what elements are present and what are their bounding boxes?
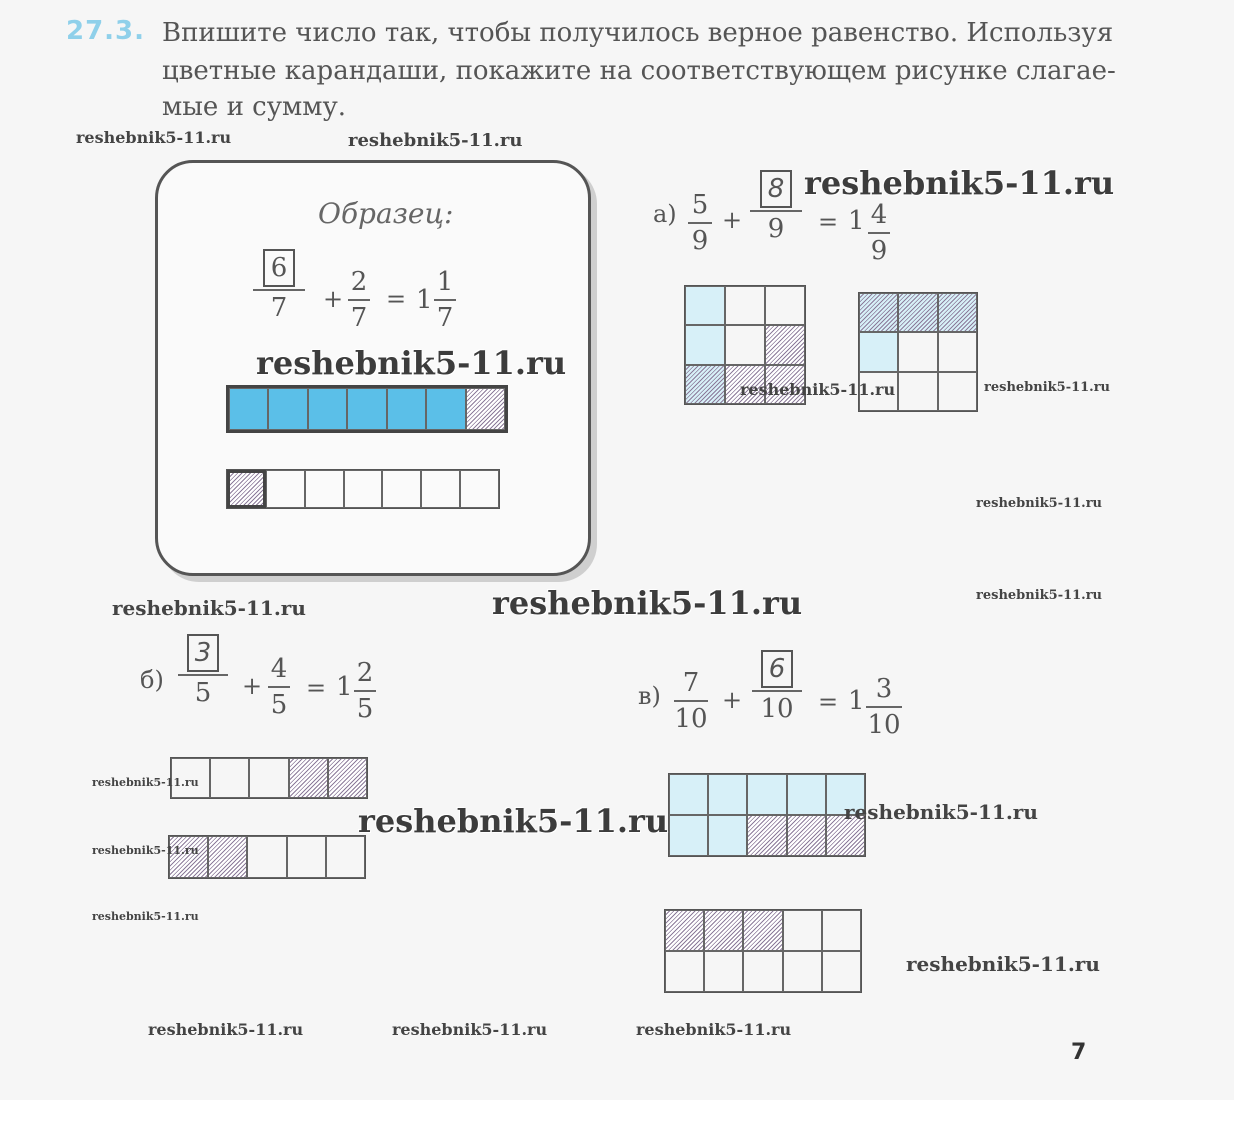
task-a-answer: 8 bbox=[760, 170, 793, 208]
watermark: reshebnik5-11.ru bbox=[984, 380, 1111, 395]
exercise-text-line-3: мые и сумму. bbox=[162, 92, 347, 122]
watermark: reshebnik5-11.ru bbox=[392, 1020, 548, 1039]
task-c-fraction-c: 3 10 bbox=[867, 674, 901, 740]
exercise-text-line-2: цветные карандаши, покажите на соответствующем рисунке слагае- bbox=[162, 56, 1116, 86]
task-c-grid-2 bbox=[664, 909, 862, 993]
sample-equals: = bbox=[386, 285, 407, 313]
task-c-fraction-b: 6 10 bbox=[752, 650, 802, 724]
task-b-answer: 3 bbox=[187, 634, 220, 672]
watermark: reshebnik5-11.ru bbox=[148, 1020, 304, 1039]
watermark: reshebnik5-11.ru bbox=[636, 1020, 792, 1039]
watermark: reshebnik5-11.ru bbox=[844, 800, 1038, 824]
task-c-answer: 6 bbox=[761, 650, 794, 688]
task-a-label: а) bbox=[653, 200, 677, 228]
sample-fraction-a: 6 7 bbox=[253, 249, 305, 323]
sample-title: Образец: bbox=[318, 197, 454, 230]
task-b-fraction-a: 3 5 bbox=[178, 634, 228, 708]
task-a-plus: + bbox=[722, 206, 743, 234]
task-c-whole: 1 bbox=[848, 686, 865, 716]
sample-bar-2 bbox=[226, 469, 500, 509]
task-c-fraction-a: 7 10 bbox=[674, 668, 708, 734]
watermark: reshebnik5-11.ru bbox=[112, 596, 306, 620]
watermark: reshebnik5-11.ru bbox=[348, 130, 523, 151]
task-b-equals: = bbox=[306, 674, 327, 702]
watermark: reshebnik5-11.ru bbox=[906, 952, 1100, 976]
watermark: reshebnik5-11.ru bbox=[804, 164, 1115, 202]
task-b-whole: 1 bbox=[336, 672, 353, 702]
task-c-equals: = bbox=[818, 688, 839, 716]
task-a-fraction-a: 5 9 bbox=[688, 190, 712, 256]
watermark: reshebnik5-11.ru bbox=[976, 588, 1103, 603]
task-c-plus: + bbox=[722, 686, 743, 714]
task-b-bar-2 bbox=[168, 835, 366, 879]
task-b-fraction-c: 2 5 bbox=[354, 658, 376, 724]
bottom-margin bbox=[0, 1100, 1234, 1132]
task-c-label: в) bbox=[638, 682, 661, 710]
task-a-equals: = bbox=[818, 208, 839, 236]
sample-fraction-c: 1 7 bbox=[434, 267, 456, 333]
task-b-label: б) bbox=[140, 666, 164, 694]
task-a-fraction-b: 8 9 bbox=[750, 170, 802, 244]
watermark: reshebnik5-11.ru bbox=[492, 584, 803, 622]
watermark: reshebnik5-11.ru bbox=[740, 380, 896, 399]
sample-bar-1 bbox=[226, 385, 508, 433]
task-c-grid-1 bbox=[668, 773, 866, 857]
watermark: reshebnik5-11.ru bbox=[92, 910, 199, 923]
task-b-bar-1 bbox=[170, 757, 368, 799]
sample-answer-box: 6 bbox=[263, 249, 296, 287]
watermark: reshebnik5-11.ru bbox=[92, 844, 199, 857]
task-a-whole: 1 bbox=[848, 206, 865, 236]
sample-plus: + bbox=[323, 285, 344, 313]
watermark: reshebnik5-11.ru bbox=[92, 776, 199, 789]
watermark: reshebnik5-11.ru bbox=[256, 344, 567, 382]
watermark: reshebnik5-11.ru bbox=[76, 128, 232, 147]
task-a-fraction-c: 4 9 bbox=[868, 200, 890, 266]
watermark: reshebnik5-11.ru bbox=[358, 802, 669, 840]
sample-fraction-b: 2 7 bbox=[348, 267, 370, 333]
task-b-plus: + bbox=[242, 672, 263, 700]
sample-whole: 1 bbox=[416, 285, 433, 315]
exercise-text-line-1: Впишите число так, чтобы получилось верное равенство. Используя bbox=[162, 18, 1114, 48]
exercise-number: 27.3. bbox=[66, 16, 146, 46]
watermark: reshebnik5-11.ru bbox=[976, 496, 1103, 511]
task-b-fraction-b: 4 5 bbox=[268, 654, 290, 720]
page-number: 7 bbox=[1071, 1040, 1087, 1065]
